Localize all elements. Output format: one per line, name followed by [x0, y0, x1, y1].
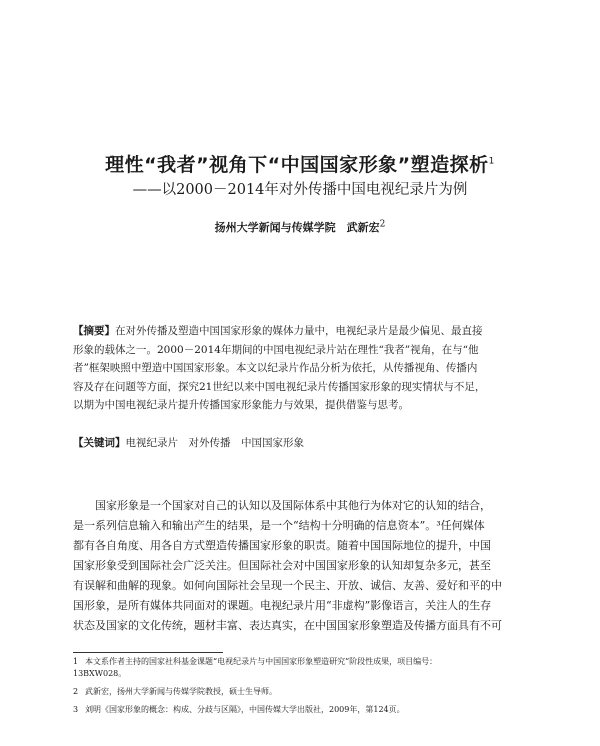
footnotes	[73, 656, 527, 722]
title-footnote-marker[interactable]: 1	[488, 156, 495, 167]
body-line: 状态及国家的文化传统，题材丰富、表达真实，在中国国家形象塑造及传播方面具有不可	[73, 619, 502, 632]
body-text	[73, 496, 527, 636]
abstract-line-text: 在对外传播及塑造中国国家形象的媒体力量中，电视纪录片是最少偏见、最直接	[115, 325, 483, 337]
footnote-text: 本文系作者主持的国家社科基金课题“电视纪录片与中国国家形象塑造研究”阶段性成果，项目编号：	[85, 657, 438, 666]
paper-subtitle: ——以2000－2014年对外传播中国电视纪录片为例	[132, 182, 468, 198]
abstract-label: 【摘要】	[73, 325, 115, 337]
footnote-3	[73, 704, 527, 716]
footnote-2	[73, 686, 527, 698]
footnote-text-continued: 13BXW028。	[73, 669, 127, 678]
abstract-line: 者”框架映照中塑造中国国家形象。本文以纪录片作品分析为依托，从传播视角、传播内	[73, 362, 478, 374]
footnote-number: 2	[73, 687, 79, 696]
body-line: 国家形象是一个国家对自己的认知以及国际体系中其他行为体对它的认知的结合，	[95, 499, 491, 512]
author-line	[0, 219, 600, 235]
footnote-number: 3	[73, 705, 79, 714]
keywords-label: 【关键词】	[73, 437, 126, 449]
author-affiliation-name: 扬州大学新闻与传媒学院 武新宏	[214, 221, 380, 234]
paper-title-text: 理性“我者”视角下“中国国家形象”塑造探析	[105, 154, 489, 176]
footnote-1	[73, 656, 527, 680]
footnote-text: 刘明《国家形象的概念：构成、分歧与区隔》，中国传媒大学出版社，2009年，第124页。	[85, 705, 405, 714]
author-footnote-marker[interactable]: 2	[379, 219, 386, 230]
body-line: 都有各自角度、用各自方式塑造传播国家形象的职责。随着中国国际地位的提升，中国	[73, 539, 491, 552]
body-line: 国家形象受到国际社会广泛关注。但国际社会对中国国家形象的认知却复杂多元，甚至	[73, 559, 491, 572]
abstract-line: 容及存在问题等方面，探究21世纪以来中国电视纪录片传播国家形象的现实情状与不足，	[73, 380, 486, 393]
body-line: 国形象，是所有媒体共同面对的课题。电视纪录片用“非虚构”影像语言，关注人的生存	[73, 599, 492, 612]
body-line: 有误解和曲解的现象。如何向国际社会呈现一个民主、开放、诚信、友善、爱好和平的中	[73, 579, 502, 592]
abstract-line: 形象的载体之一。2000－2014年期间的中国电视纪录片站在理性“我者”视角，在与“他	[73, 343, 479, 356]
abstract-line	[73, 322, 527, 341]
keywords	[73, 434, 527, 453]
footnote-number: 1	[73, 657, 79, 666]
paper-title	[0, 150, 600, 177]
abstract-line: 以期为中国电视纪录片提升传播国家形象能力与效果，提供借鉴与思考。	[73, 399, 409, 411]
footnote-text: 武新宏，扬州大学新闻与传媒学院教授，硕士生导师。	[85, 687, 277, 696]
footnote-divider	[73, 652, 223, 653]
body-line: 是一系列信息输入和输出产生的结果，是一个“结构十分明确的信息资本”。³任何媒体	[73, 519, 485, 532]
abstract	[73, 322, 527, 415]
keywords-text: 电视纪录片 对外传播 中国国家形象	[125, 437, 304, 449]
